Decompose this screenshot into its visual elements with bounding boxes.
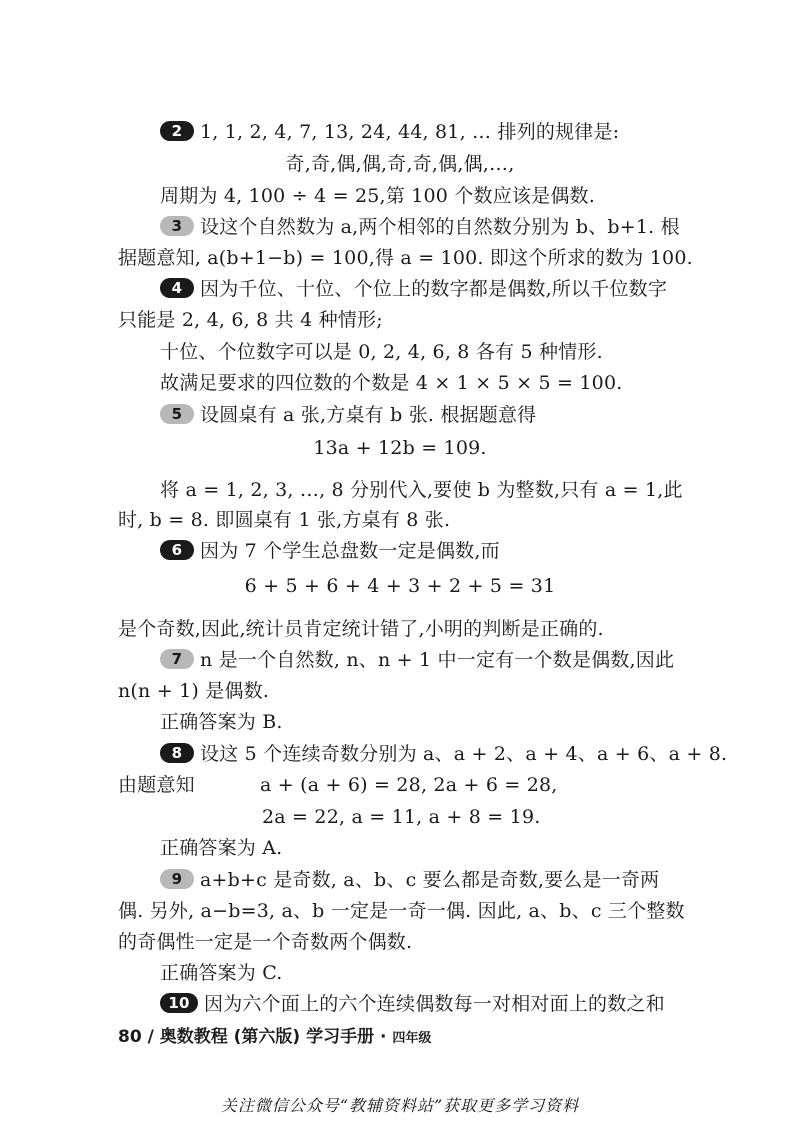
item-6-line-2: 是个奇数,因此,统计员肯定统计错了,小明的判断是正确的.: [118, 618, 604, 640]
item-text: 设圆桌有 a 张,方桌有 b 张. 根据题意得: [200, 404, 537, 426]
item-number-badge: 7: [160, 649, 194, 669]
item-number-badge: 3: [160, 216, 194, 236]
item-number-badge: 10: [160, 993, 198, 1013]
item-text: 因为 7 个学生总盘数一定是偶数,而: [200, 540, 500, 562]
item-9-line-1: [160, 866, 659, 894]
item-number-badge: 2: [160, 121, 194, 141]
item-2-line-1: [160, 118, 619, 146]
item-6-line-1: [160, 537, 500, 565]
item-number-badge: 5: [160, 404, 194, 424]
item-4-line-1: [160, 275, 667, 303]
item-number-badge: 8: [160, 743, 194, 763]
item-text: 设这个自然数为 a,两个相邻的自然数分别为 b、b+1. 根: [200, 216, 680, 238]
item-2-line-2: 奇,奇,偶,偶,奇,奇,偶,偶,…,: [285, 153, 515, 175]
item-5-line-3: 时, b = 8. 即圆桌有 1 张,方桌有 8 张.: [118, 509, 451, 531]
item-9-line-4: 正确答案为 C.: [160, 962, 283, 984]
book-title: / 奥数教程 (第六版) 学习手册 ·: [147, 1027, 387, 1047]
item-7-line-1: [160, 646, 674, 674]
item-8-line-3: 2a = 22, a = 11, a + 8 = 19.: [262, 806, 541, 828]
item-8-line-2b: a + (a + 6) = 28, 2a + 6 = 28,: [260, 774, 558, 796]
item-7-line-2: n(n + 1) 是偶数.: [118, 680, 270, 702]
watermark-text: 关注微信公众号“教辅资料站”获取更多学习资料: [220, 1096, 580, 1115]
item-number-badge: 6: [160, 540, 194, 560]
item-6-equation: 6 + 5 + 6 + 4 + 3 + 2 + 5 = 31: [244, 575, 556, 597]
item-2-line-3: 周期为 4, 100 ÷ 4 = 25,第 100 个数应该是偶数.: [160, 185, 595, 207]
item-number-badge: 4: [160, 278, 194, 298]
page-number: 80: [118, 1027, 142, 1047]
item-9-line-2: 偶. 另外, a−b=3, a、b 一定是一奇一偶. 因此, a、b、c 三个整数: [118, 900, 685, 922]
item-3-line-1: [160, 213, 680, 241]
item-text: 因为六个面上的六个连续偶数每一对相对面上的数之和: [204, 993, 665, 1015]
item-4-line-2: 只能是 2, 4, 6, 8 共 4 种情形;: [118, 309, 383, 331]
page-footer: [118, 1022, 431, 1047]
item-4-line-4: 故满足要求的四位数的个数是 4 × 1 × 5 × 5 = 100.: [160, 372, 623, 394]
grade-label: 四年级: [392, 1031, 432, 1046]
item-5-line-2: 将 a = 1, 2, 3, …, 8 分别代入,要使 b 为整数,只有 a = 1,此: [160, 479, 683, 501]
item-8-line-4: 正确答案为 A.: [160, 837, 283, 859]
item-text: n 是一个自然数, n、n + 1 中一定有一个数是偶数,因此: [200, 649, 675, 671]
item-7-line-3: 正确答案为 B.: [160, 711, 283, 733]
item-number-badge: 9: [160, 869, 194, 889]
item-8-line-2a: 由题意知: [118, 774, 195, 796]
item-4-line-3: 十位、个位数字可以是 0, 2, 4, 6, 8 各有 5 种情形.: [160, 341, 603, 363]
item-text: 因为千位、十位、个位上的数字都是偶数,所以千位数字: [200, 278, 668, 300]
item-5-line-1: [160, 401, 536, 429]
item-5-equation: 13a + 12b = 109.: [313, 437, 487, 459]
item-8-line-1: [160, 740, 727, 768]
item-text: 1, 1, 2, 4, 7, 13, 24, 44, 81, … 排列的规律是:: [200, 121, 620, 143]
item-text: 设这 5 个连续奇数分别为 a、a + 2、a + 4、a + 6、a + 8.: [200, 743, 728, 765]
item-10-line-1: [160, 990, 665, 1018]
item-text: a+b+c 是奇数, a、b、c 要么都是奇数,要么是一奇两: [200, 869, 660, 891]
item-9-line-3: 的奇偶性一定是一个奇数两个偶数.: [118, 931, 413, 953]
item-3-line-2: 据题意知, a(b+1−b) = 100,得 a = 100. 即这个所求的数为 100.: [118, 247, 693, 269]
